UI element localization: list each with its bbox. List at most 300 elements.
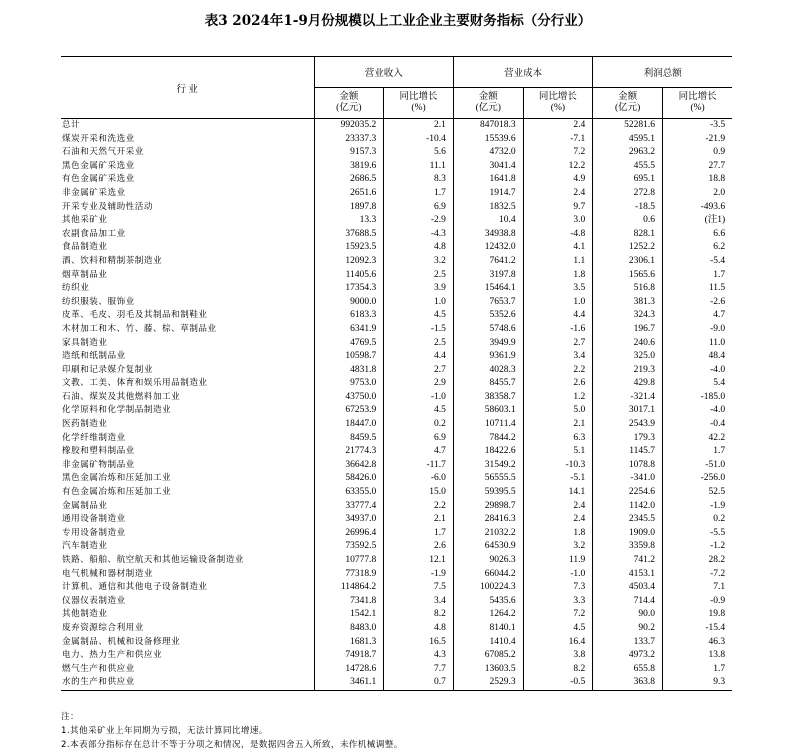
value-cell: 13.8: [662, 649, 732, 663]
value-cell: 90.0: [593, 608, 663, 622]
value-cell: 2.5: [384, 269, 454, 283]
value-cell: -5.1: [523, 472, 593, 486]
value-cell: 19.8: [662, 608, 732, 622]
value-cell: 3461.1: [314, 676, 384, 690]
value-cell: 219.3: [593, 364, 663, 378]
value-cell: 3.0: [523, 214, 593, 228]
value-cell: 4028.3: [453, 364, 523, 378]
value-cell: 8455.7: [453, 377, 523, 391]
value-cell: -4.0: [662, 364, 732, 378]
value-cell: 2.5: [384, 337, 454, 351]
industry-name: 黑色金属冶炼和压延加工业: [62, 473, 172, 484]
value-cell: 8.3: [384, 173, 454, 187]
value-cell: 2.7: [523, 337, 593, 351]
value-cell: 429.8: [593, 377, 663, 391]
value-cell: 240.6: [593, 337, 663, 351]
industry-name: 化学原料和化学制品制造业: [62, 405, 172, 416]
value-cell: 455.5: [593, 160, 663, 174]
table-row: [61, 595, 732, 609]
table-row: [61, 663, 732, 677]
industry-name: 燃气生产和供应业: [62, 663, 135, 674]
industry-name: 非金属矿采选业: [62, 187, 126, 198]
industry-name: 铁路、船舶、航空航天和其他运输设备制造业: [62, 555, 244, 565]
table-row: [61, 472, 732, 486]
profit-header: 利润总额: [593, 57, 732, 88]
value-cell: -5.4: [662, 255, 732, 269]
table-row: [61, 391, 732, 405]
value-cell: 179.3: [593, 432, 663, 446]
value-cell: -2.9: [384, 214, 454, 228]
value-cell: 1264.2: [453, 608, 523, 622]
value-cell: 2.2: [384, 500, 454, 514]
value-cell: 7653.7: [453, 296, 523, 310]
value-cell: -1.5: [384, 323, 454, 337]
table-row: [61, 337, 732, 351]
value-cell: 2543.9: [593, 418, 663, 432]
value-cell: 6341.9: [314, 323, 384, 337]
industry-name: 农副食品加工业: [62, 228, 126, 239]
value-cell: 1.7: [662, 445, 732, 459]
table-row: [61, 418, 732, 432]
industry-name: 计算机、通信和其他电子设备制造业: [62, 582, 208, 593]
value-cell: 1.0: [384, 296, 454, 310]
industry-name: 仪器仪表制造业: [62, 595, 126, 606]
value-cell: 1.8: [523, 527, 593, 541]
value-cell: 1142.0: [593, 500, 663, 514]
table-row: [61, 133, 732, 147]
value-cell: 695.1: [593, 173, 663, 187]
value-cell: 2651.6: [314, 187, 384, 201]
value-cell: 4831.8: [314, 364, 384, 378]
table-row: [61, 282, 732, 296]
value-cell: 516.8: [593, 282, 663, 296]
value-cell: -10.4: [384, 133, 454, 147]
industry-name: 水的生产和供应业: [61, 676, 314, 690]
value-cell: 1.2: [523, 391, 593, 405]
value-cell: 28.2: [662, 554, 732, 568]
industry-name: 总计: [62, 120, 81, 130]
value-cell: 2.0: [662, 187, 732, 201]
value-cell: 8459.5: [314, 432, 384, 446]
value-cell: 66044.2: [453, 568, 523, 582]
value-cell: 18422.6: [453, 445, 523, 459]
value-cell: 11405.6: [314, 269, 384, 283]
value-cell: 12092.3: [314, 255, 384, 269]
value-cell: -0.9: [662, 595, 732, 609]
value-cell: 11.5: [662, 282, 732, 296]
value-cell: 10598.7: [314, 350, 384, 364]
value-cell: -18.5: [593, 201, 663, 215]
value-cell: -341.0: [593, 472, 663, 486]
value-cell: 9753.0: [314, 377, 384, 391]
cost-amount-header: 金额 (亿元): [453, 88, 523, 119]
value-cell: 4.9: [523, 173, 593, 187]
value-cell: 48.4: [662, 350, 732, 364]
value-cell: -2.6: [662, 296, 732, 310]
value-cell: 2.9: [384, 377, 454, 391]
value-cell: 13603.5: [453, 663, 523, 677]
industry-name: 通用设备制造业: [62, 514, 126, 525]
value-cell: 133.7: [593, 636, 663, 650]
value-cell: 14728.6: [314, 663, 384, 677]
value-cell: 21774.3: [314, 445, 384, 459]
table-row: [61, 513, 732, 527]
value-cell: 714.4: [593, 595, 663, 609]
value-cell: 34937.0: [314, 513, 384, 527]
value-cell: 0.2: [662, 513, 732, 527]
industry-name: 化学纤维制造业: [62, 432, 126, 443]
value-cell: 3819.6: [314, 160, 384, 174]
value-cell: 2.4: [523, 119, 593, 133]
value-cell: 3.4: [523, 350, 593, 364]
value-cell: 4732.0: [453, 146, 523, 160]
value-cell: 27.7: [662, 160, 732, 174]
value-cell: 3.3: [523, 595, 593, 609]
value-cell: 1909.0: [593, 527, 663, 541]
table-row: [61, 309, 732, 323]
value-cell: 12.1: [384, 554, 454, 568]
value-cell: 100224.3: [453, 581, 523, 595]
value-cell: 16.4: [523, 636, 593, 650]
value-cell: 14.1: [523, 486, 593, 500]
value-cell: 847018.3: [453, 119, 523, 133]
value-cell: -7.2: [662, 568, 732, 582]
value-cell: 58426.0: [314, 472, 384, 486]
value-cell: -0.4: [662, 418, 732, 432]
value-cell: 73592.5: [314, 540, 384, 554]
value-cell: 0.7: [384, 676, 454, 690]
value-cell: -321.4: [593, 391, 663, 405]
value-cell: 10711.4: [453, 418, 523, 432]
value-cell: 5435.6: [453, 595, 523, 609]
table-row: [61, 146, 732, 160]
value-cell: 42.2: [662, 432, 732, 446]
cost-growth-header: 同比增长 (%): [523, 88, 593, 119]
industry-name: 黑色金属矿采选业: [62, 160, 135, 171]
value-cell: 4.7: [662, 309, 732, 323]
value-cell: 67253.9: [314, 404, 384, 418]
value-cell: 8483.0: [314, 622, 384, 636]
value-cell: 741.2: [593, 554, 663, 568]
value-cell: 1641.8: [453, 173, 523, 187]
value-cell: 3.2: [523, 540, 593, 554]
industry-name: 纺织业: [62, 283, 90, 294]
table-body: [61, 119, 732, 691]
value-cell: -21.9: [662, 133, 732, 147]
industry-name: 煤炭开采和洗选业: [62, 133, 135, 144]
table-row: [61, 255, 732, 269]
value-cell: 23337.3: [314, 133, 384, 147]
value-cell: 2306.1: [593, 255, 663, 269]
table-row: [61, 404, 732, 418]
value-cell: 4503.4: [593, 581, 663, 595]
value-cell: 3017.1: [593, 404, 663, 418]
value-cell: -9.0: [662, 323, 732, 337]
value-cell: 0.2: [384, 418, 454, 432]
industry-name: 医药制造业: [62, 419, 108, 430]
value-cell: 1145.7: [593, 445, 663, 459]
value-cell: 6.6: [662, 228, 732, 242]
table-row: [61, 500, 732, 514]
value-cell: 3.2: [384, 255, 454, 269]
table-row: [61, 581, 732, 595]
value-cell: 5.6: [384, 146, 454, 160]
profit-amount-header: 金额 (亿元): [593, 88, 663, 119]
value-cell: 196.7: [593, 323, 663, 337]
value-cell: 15923.5: [314, 241, 384, 255]
value-cell: 52281.6: [593, 119, 663, 133]
industry-name: 有色金属矿采选业: [62, 174, 135, 185]
value-cell: 4.5: [384, 404, 454, 418]
value-cell: 7341.8: [314, 595, 384, 609]
value-cell: 2.1: [523, 418, 593, 432]
value-cell: 2345.5: [593, 513, 663, 527]
industry-name: 木材加工和木、竹、藤、棕、草制品业: [62, 323, 217, 334]
table-row: [61, 540, 732, 554]
table-title: 表3 2024年1-9月份规模以上工业企业主要财务指标（分行业）: [204, 13, 592, 29]
profit-growth-header: 同比增长 (%): [662, 88, 732, 119]
value-cell: 6.9: [384, 432, 454, 446]
value-cell: 7844.2: [453, 432, 523, 446]
industry-name: 其他采矿业: [62, 215, 108, 226]
value-cell: 5.1: [523, 445, 593, 459]
value-cell: 18.8: [662, 173, 732, 187]
value-cell: 34938.8: [453, 228, 523, 242]
value-cell: 1.8: [523, 269, 593, 283]
value-cell: 4.5: [384, 309, 454, 323]
table-row: [61, 323, 732, 337]
value-cell: -1.9: [662, 500, 732, 514]
value-cell: 28416.3: [453, 513, 523, 527]
value-cell: 9157.3: [314, 146, 384, 160]
value-cell: -256.0: [662, 472, 732, 486]
value-cell: 2686.5: [314, 173, 384, 187]
value-cell: 0.9: [662, 146, 732, 160]
value-cell: 3949.9: [453, 337, 523, 351]
value-cell: -4.8: [523, 228, 593, 242]
value-cell: 2.4: [523, 500, 593, 514]
value-cell: 18447.0: [314, 418, 384, 432]
value-cell: 9.3: [662, 676, 732, 690]
revenue-growth-header: 同比增长 (%): [384, 88, 454, 119]
table-row: [61, 554, 732, 568]
value-cell: 12.2: [523, 160, 593, 174]
industry-name: 石油、煤炭及其他燃料加工业: [62, 391, 181, 402]
value-cell: 15.0: [384, 486, 454, 500]
value-cell: 5.4: [662, 377, 732, 391]
value-cell: 381.3: [593, 296, 663, 310]
value-cell: 114864.2: [314, 581, 384, 595]
value-cell: 10777.8: [314, 554, 384, 568]
table-row: [61, 187, 732, 201]
value-cell: 3.8: [523, 649, 593, 663]
value-cell: 2.4: [523, 513, 593, 527]
value-cell: 3.5: [523, 282, 593, 296]
value-cell: 4.1: [523, 241, 593, 255]
value-cell: 7.1: [662, 581, 732, 595]
value-cell: -7.1: [523, 133, 593, 147]
revenue-header: 营业收入: [314, 57, 453, 88]
value-cell: 59395.5: [453, 486, 523, 500]
value-cell: 1897.8: [314, 201, 384, 215]
cost-header: 营业成本: [453, 57, 592, 88]
value-cell: -1.0: [523, 568, 593, 582]
table-row: [61, 636, 732, 650]
value-cell: 13.3: [314, 214, 384, 228]
value-cell: 9.7: [523, 201, 593, 215]
value-cell: 11.0: [662, 337, 732, 351]
table-row: [61, 377, 732, 391]
financial-indicators-table: [61, 56, 732, 691]
value-cell: 43750.0: [314, 391, 384, 405]
value-cell: 2.1: [384, 513, 454, 527]
industry-name: 电力、热力生产和供应业: [62, 650, 163, 661]
value-cell: 21032.2: [453, 527, 523, 541]
industry-header: 行 业: [61, 57, 314, 119]
value-cell: -4.0: [662, 404, 732, 418]
industry-name: 家具制造业: [62, 337, 108, 348]
value-cell: 64530.9: [453, 540, 523, 554]
value-cell: 655.8: [593, 663, 663, 677]
value-cell: -1.0: [384, 391, 454, 405]
industry-name: 金属制品、机械和设备修理业: [62, 636, 181, 647]
value-cell: 272.8: [593, 187, 663, 201]
value-cell: 4595.1: [593, 133, 663, 147]
value-cell: 7.7: [384, 663, 454, 677]
value-cell: 33777.4: [314, 500, 384, 514]
table-row: [61, 568, 732, 582]
value-cell: (注1): [662, 214, 732, 228]
value-cell: 4.4: [523, 309, 593, 323]
table-row: [61, 214, 732, 228]
value-cell: 2.7: [384, 364, 454, 378]
value-cell: 4.8: [384, 241, 454, 255]
table-row: [61, 445, 732, 459]
table-row: [61, 119, 732, 133]
value-cell: 74918.7: [314, 649, 384, 663]
value-cell: 6183.3: [314, 309, 384, 323]
value-cell: 2.6: [384, 540, 454, 554]
value-cell: 26996.4: [314, 527, 384, 541]
table-row: [61, 622, 732, 636]
value-cell: 10.4: [453, 214, 523, 228]
value-cell: -6.0: [384, 472, 454, 486]
value-cell: 77318.9: [314, 568, 384, 582]
value-cell: -185.0: [662, 391, 732, 405]
value-cell: 1681.3: [314, 636, 384, 650]
value-cell: 4.3: [384, 649, 454, 663]
value-cell: 1565.6: [593, 269, 663, 283]
value-cell: -51.0: [662, 459, 732, 473]
value-cell: 5748.6: [453, 323, 523, 337]
table-row: [61, 364, 732, 378]
industry-name: 废弃资源综合利用业: [62, 622, 144, 633]
value-cell: 828.1: [593, 228, 663, 242]
value-cell: 67085.2: [453, 649, 523, 663]
value-cell: 3.9: [384, 282, 454, 296]
value-cell: 4153.1: [593, 568, 663, 582]
value-cell: 9026.3: [453, 554, 523, 568]
industry-name: 金属制品业: [62, 500, 108, 511]
table-row: [61, 296, 732, 310]
industry-name: 开采专业及辅助性活动: [62, 201, 153, 212]
value-cell: 8.2: [523, 663, 593, 677]
value-cell: 7641.2: [453, 255, 523, 269]
value-cell: 4973.2: [593, 649, 663, 663]
note-2: 2.本表部分指标存在总计不等于分项之和情况，是数据四舍五入所致，未作机械调整。: [61, 740, 403, 750]
value-cell: 4.5: [523, 622, 593, 636]
value-cell: 1914.7: [453, 187, 523, 201]
value-cell: 2.2: [523, 364, 593, 378]
value-cell: 2.1: [384, 119, 454, 133]
value-cell: -11.7: [384, 459, 454, 473]
industry-name: 专用设备制造业: [62, 527, 126, 538]
value-cell: 363.8: [593, 676, 663, 690]
value-cell: 1.7: [662, 663, 732, 677]
value-cell: 8.2: [384, 608, 454, 622]
value-cell: -5.5: [662, 527, 732, 541]
value-cell: 325.0: [593, 350, 663, 364]
value-cell: 6.3: [523, 432, 593, 446]
industry-name: 石油和天然气开采业: [62, 147, 144, 158]
industry-name: 非金属矿物制品业: [62, 459, 135, 470]
value-cell: -1.6: [523, 323, 593, 337]
table-row: [61, 350, 732, 364]
table-row: [61, 608, 732, 622]
value-cell: 3041.4: [453, 160, 523, 174]
value-cell: 3.4: [384, 595, 454, 609]
value-cell: 7.2: [523, 608, 593, 622]
industry-name: 烟草制品业: [62, 269, 108, 280]
value-cell: 1.1: [523, 255, 593, 269]
revenue-amount-header: 金额 (亿元): [314, 88, 384, 119]
table-row: [61, 241, 732, 255]
industry-name: 有色金属冶炼和压延加工业: [62, 487, 172, 498]
value-cell: -15.4: [662, 622, 732, 636]
value-cell: 16.5: [384, 636, 454, 650]
value-cell: 11.1: [384, 160, 454, 174]
value-cell: 11.9: [523, 554, 593, 568]
value-cell: 2.4: [523, 187, 593, 201]
value-cell: 7.2: [523, 146, 593, 160]
table-row: [61, 201, 732, 215]
table-row: [61, 486, 732, 500]
value-cell: -10.3: [523, 459, 593, 473]
value-cell: 9000.0: [314, 296, 384, 310]
table-row: [61, 160, 732, 174]
value-cell: 15464.1: [453, 282, 523, 296]
value-cell: 2254.6: [593, 486, 663, 500]
value-cell: 1.7: [384, 187, 454, 201]
industry-name: 电气机械和器材制造业: [62, 568, 153, 579]
value-cell: 3359.8: [593, 540, 663, 554]
value-cell: 36642.8: [314, 459, 384, 473]
value-cell: 5.0: [523, 404, 593, 418]
value-cell: 58603.1: [453, 404, 523, 418]
industry-name: 纺织服装、服饰业: [62, 296, 135, 307]
industry-name: 橡胶和塑料制品业: [62, 446, 135, 457]
value-cell: 8140.1: [453, 622, 523, 636]
industry-name: 其他制造业: [62, 609, 108, 620]
value-cell: 2529.3: [453, 676, 523, 690]
table-row: [61, 269, 732, 283]
note-1: 1.其他采矿业上年同期为亏损，无法计算同比增速。: [61, 726, 268, 736]
industry-name: 印刷和记录媒介复制业: [62, 364, 153, 375]
value-cell: -0.5: [523, 676, 593, 690]
value-cell: 7.3: [523, 581, 593, 595]
value-cell: 0.6: [593, 214, 663, 228]
value-cell: -4.3: [384, 228, 454, 242]
